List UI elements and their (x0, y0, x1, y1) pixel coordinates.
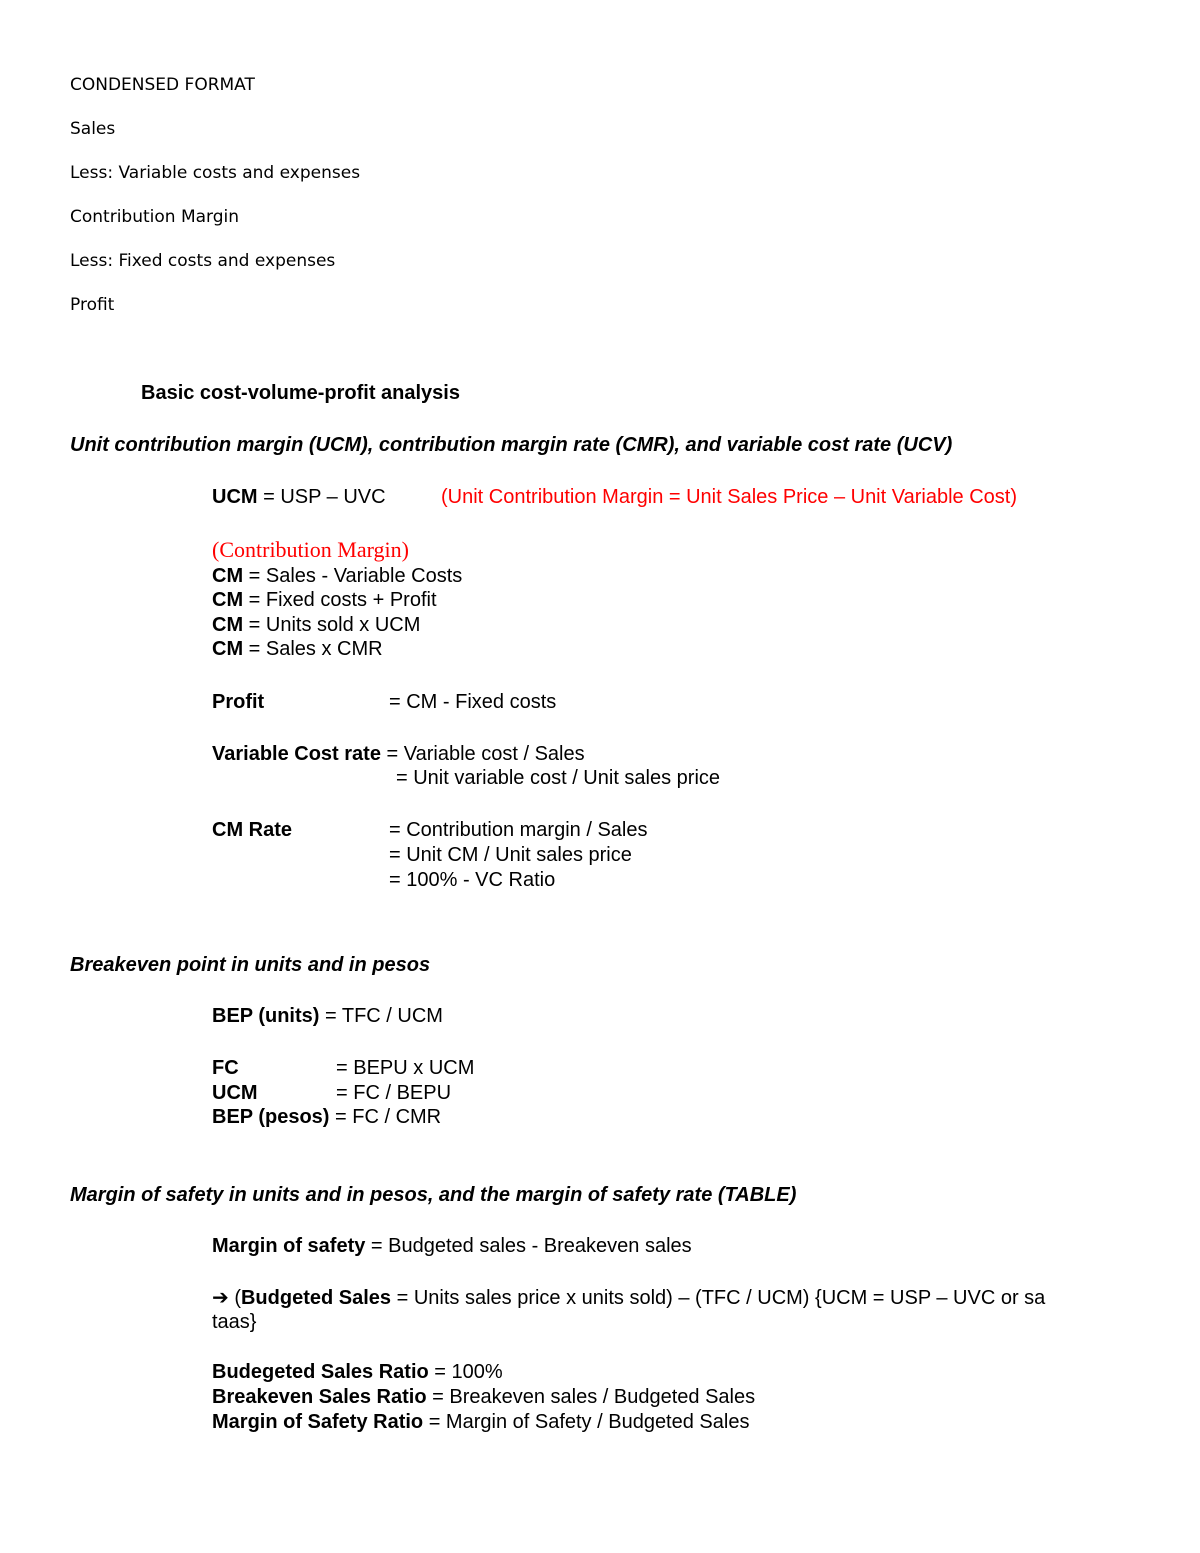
besr-line (212, 1387, 755, 1407)
arrow-right-icon: ➔ (212, 1285, 229, 1309)
condensed-line: Less: Variable costs and expenses (70, 163, 361, 183)
bepu-formula: = TFC / UCM (319, 1005, 443, 1027)
mosr-line (212, 1412, 749, 1432)
vcr-formula-2: = Unit variable cost / Unit sales price (396, 767, 721, 789)
mosr-label: Margin of Safety Ratio (212, 1411, 424, 1433)
cmr-formula: = 100% - VC Ratio (389, 869, 556, 891)
cm-formula: = Sales - Variable Costs (243, 565, 463, 587)
profit-formula: = CM - Fixed costs (389, 691, 557, 713)
condensed-line: Contribution Margin (70, 207, 240, 227)
budgeted-sales-cont: taas} (212, 1311, 257, 1333)
cmr-formula: = Contribution margin / Sales (389, 819, 648, 841)
cmr-formula: = Unit CM / Unit sales price (389, 844, 632, 866)
budgeted-sales-line (212, 1287, 1045, 1308)
cm-formula: = Sales x CMR (243, 638, 383, 660)
vcr-label: Variable Cost rate (212, 743, 381, 765)
cm-formula-line (212, 566, 462, 586)
ucm-label: UCM (212, 486, 258, 508)
budgeted-sales-open: ( (228, 1287, 241, 1309)
profit-label: Profit (212, 691, 265, 713)
section-heading-mos: Margin of safety in units and in pesos, and the margin of safety rate (TABLE) (70, 1184, 797, 1206)
bsr-formula: = 100% (428, 1361, 503, 1383)
condensed-line: Sales (70, 119, 116, 139)
condensed-title: CONDENSED FORMAT (70, 75, 255, 95)
cm-label: CM (212, 589, 244, 611)
bepu-line (212, 1006, 443, 1026)
condensed-line: Profit (70, 295, 115, 315)
cmr-label: CM Rate (212, 819, 293, 841)
cm-note: (Contribution Margin) (212, 537, 409, 562)
ucm-formula: = USP – UVC (257, 486, 386, 508)
budgeted-sales-formula: = Units sales price x units sold) – (TFC / UCM) {UCM = USP – UVC or sa (391, 1287, 1046, 1309)
basic-title: Basic cost-volume-profit analysis (141, 382, 460, 404)
bsr-line (212, 1362, 503, 1382)
cm-formula: = Units sold x UCM (243, 614, 421, 636)
cm-formula-line (212, 639, 383, 659)
cm-label: CM (212, 638, 244, 660)
bepp-formula: = FC / CMR (329, 1106, 442, 1128)
ucm2-formula: = FC / BEPU (336, 1082, 452, 1104)
cm-formula-line (212, 590, 437, 610)
cm-formula-line (212, 615, 420, 635)
mos-line (212, 1236, 692, 1256)
mosr-formula: = Margin of Safety / Budgeted Sales (423, 1411, 750, 1433)
vcr-line (212, 744, 585, 764)
bepu-label: BEP (units) (212, 1005, 320, 1027)
besr-label: Breakeven Sales Ratio (212, 1386, 427, 1408)
cm-formula: = Fixed costs + Profit (243, 589, 437, 611)
section-heading-ucm: Unit contribution margin (UCM), contribution margin rate (CMR), and variable cost rate (UCV) (70, 434, 953, 456)
ucm-note: (Unit Contribution Margin = Unit Sales Price – Unit Variable Cost) (441, 486, 1017, 508)
mos-label: Margin of safety (212, 1235, 366, 1257)
fc-formula: = BEPU x UCM (336, 1057, 475, 1079)
budgeted-sales-label: Budgeted Sales (240, 1287, 392, 1309)
bepp-label: BEP (pesos) (212, 1106, 330, 1128)
section-heading-bep: Breakeven point in units and in pesos (70, 954, 431, 976)
cm-label: CM (212, 614, 244, 636)
ucm-formula-line (212, 487, 386, 507)
bsr-label: Budegeted Sales Ratio (212, 1361, 429, 1383)
ucm2-label: UCM (212, 1082, 258, 1104)
vcr-formula: = Variable cost / Sales (380, 743, 585, 765)
fc-label: FC (212, 1057, 239, 1079)
condensed-line: Less: Fixed costs and expenses (70, 251, 336, 271)
mos-formula: = Budgeted sales - Breakeven sales (365, 1235, 692, 1257)
cm-label: CM (212, 565, 244, 587)
bepp-line (212, 1107, 441, 1127)
besr-formula: = Breakeven sales / Budgeted Sales (426, 1386, 756, 1408)
